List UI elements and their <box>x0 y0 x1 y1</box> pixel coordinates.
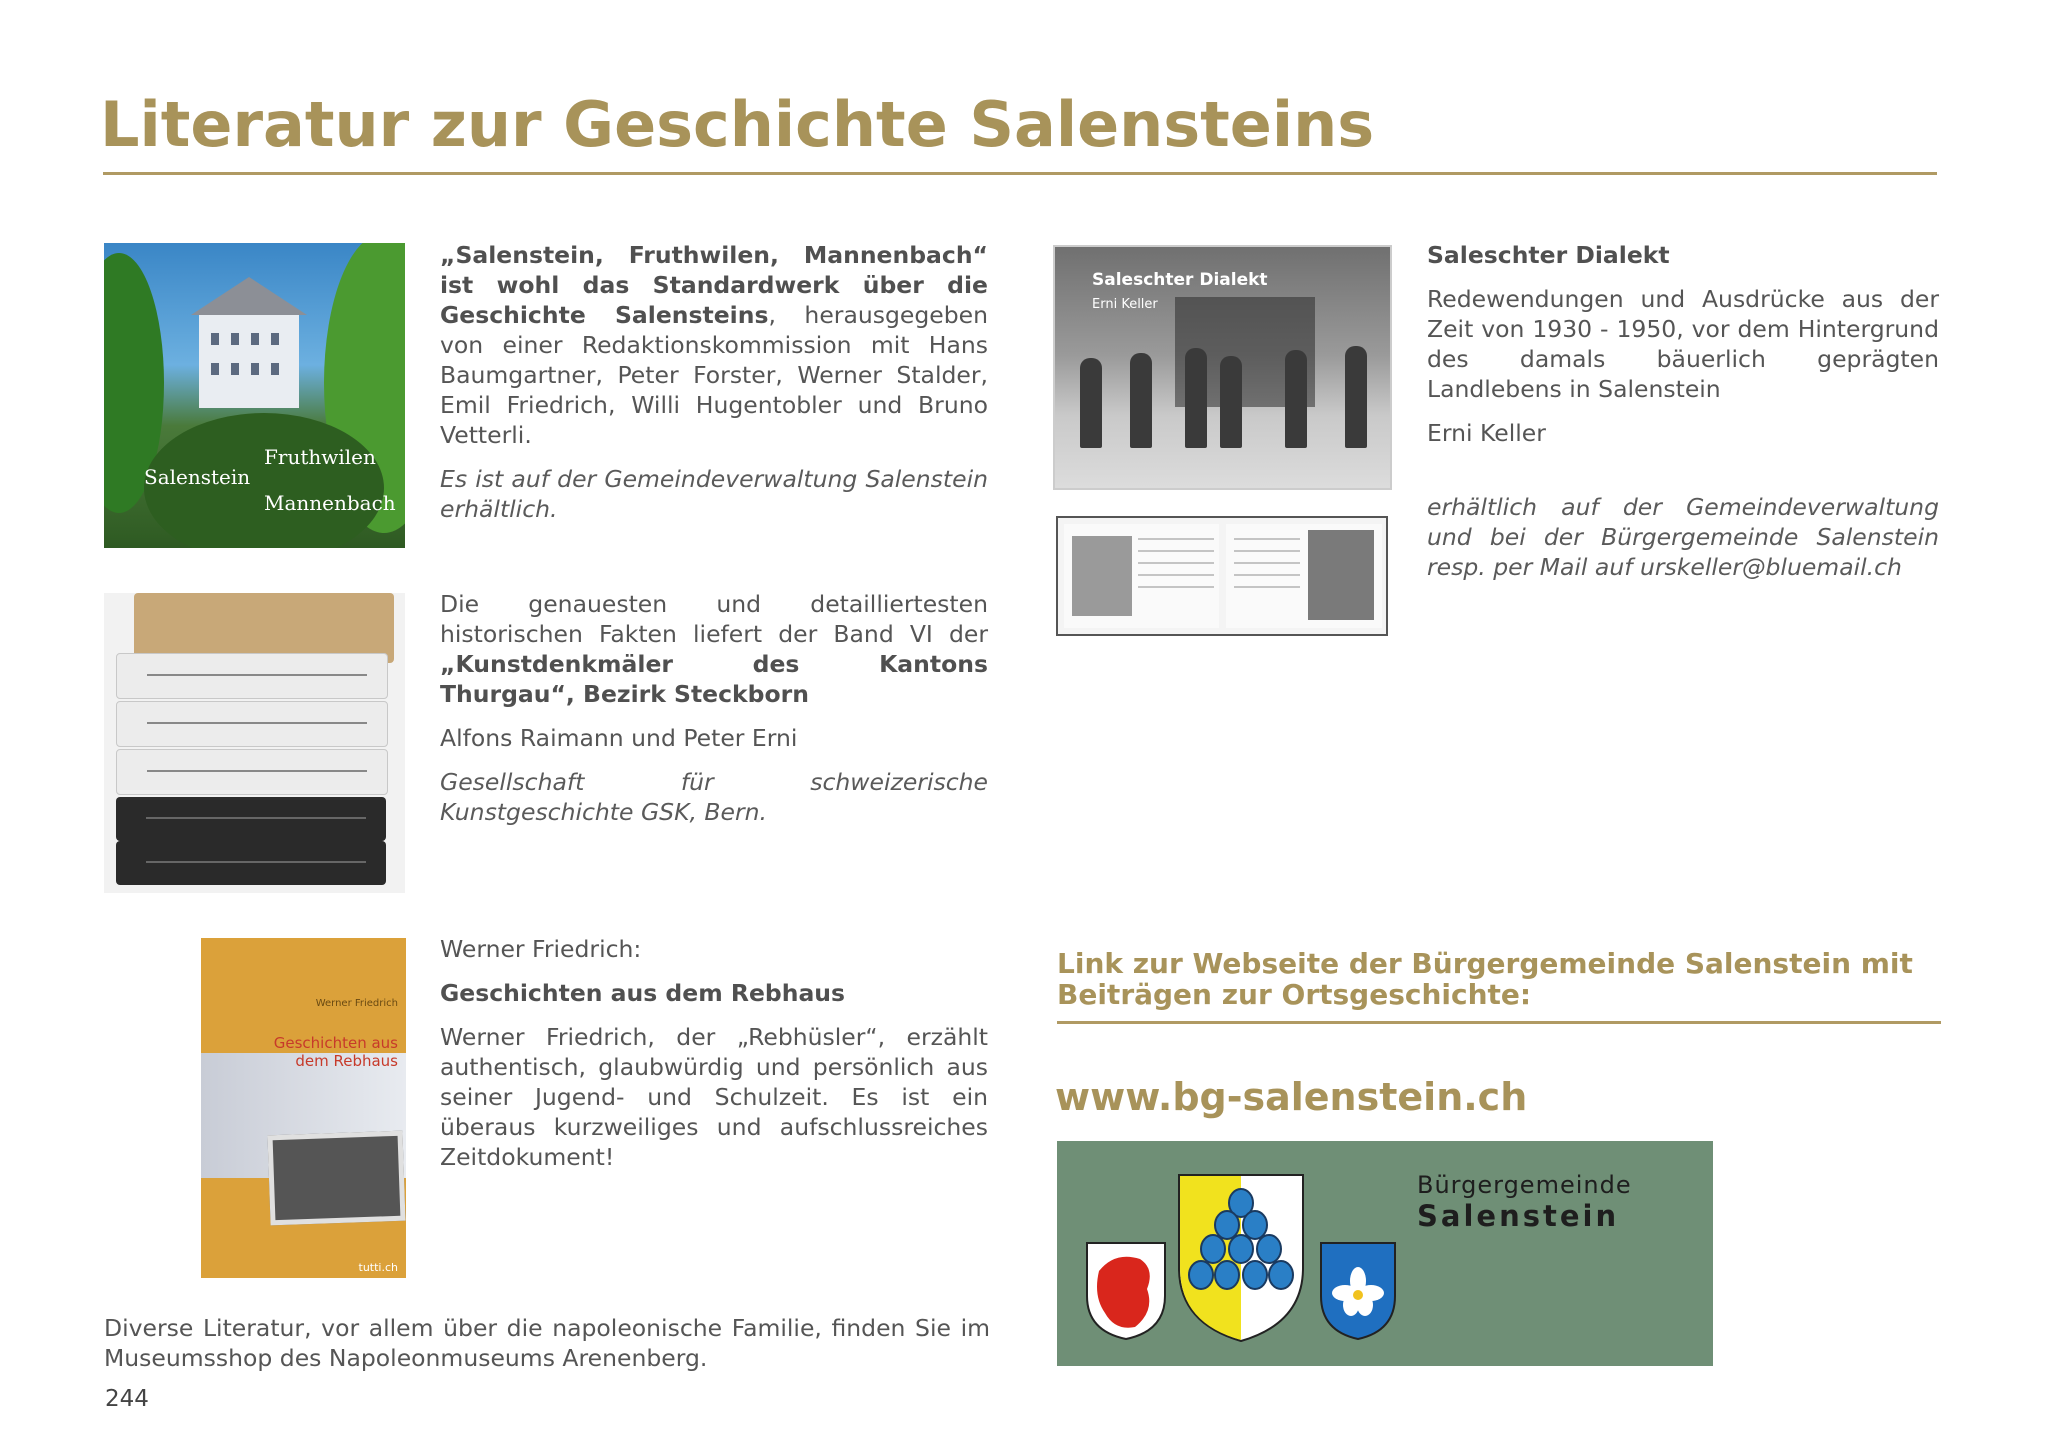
bear-coat-of-arms-icon <box>1085 1241 1167 1341</box>
book-cover-rebhaus <box>201 938 406 1278</box>
cover-text-mannenbach: Mannenbach <box>264 491 396 515</box>
cover-text-salenstein: Salenstein <box>144 465 251 489</box>
website-link[interactable]: www.bg-salenstein.ch <box>1055 1075 1528 1119</box>
book2-publisher: Gesellschaft für schweizerische Kunstgeschichte GSK, Bern. <box>440 768 988 826</box>
footer-note-text: Diverse Literatur, vor allem über die napoleonische Familie, finden Sie im Museumsshop des Napoleonmuseums Arenenberg. <box>104 1314 990 1372</box>
book2-text <box>440 589 988 841</box>
footer-note <box>104 1313 990 1387</box>
dialekt-cover-title: Saleschter Dialekt <box>1092 270 1268 290</box>
book3-text <box>440 934 988 1186</box>
cover3-inset-photo <box>267 1131 405 1226</box>
book3-description: Werner Friedrich, der „Rebhüsler“, erzählt authentisch, glaubwürdig und persönlich aus seiner Jugend- und Schulzeit. Es ist ein überaus kurzweiliges und aufschlussreiches Zeitdokument! <box>440 1023 988 1171</box>
cover3-title-1: Geschichten aus <box>273 1034 398 1052</box>
castle-illustration <box>199 313 299 408</box>
book1-description: , herausgegeben von einer Redaktionskommission mit Hans Baumgartner, Peter Forster, Werner Stalder, Emil Friedrich, Willi Hugentobler und Bruno Vetterli. <box>440 301 988 449</box>
dialekt-open-book <box>1056 516 1388 636</box>
dialekt-cover-author: Erni Keller <box>1092 297 1158 312</box>
dialekt-availability: erhältlich auf der Gemeindeverwaltung und bei der Bürgergemeinde Salenstein resp. per Mail auf urskeller@bluemail.ch <box>1427 493 1939 581</box>
banner-text-line2: Salenstein <box>1417 1199 1620 1233</box>
dialekt-description: Redewendungen und Ausdrücke aus der Zeit von 1930 - 1950, vor dem Hintergrund des damals bäuerlich geprägten Landlebens in Salenstein <box>1427 285 1939 403</box>
cover-text-fruthwilen: Fruthwilen <box>264 445 376 469</box>
book2-authors: Alfons Raimann und Peter Erni <box>440 724 798 752</box>
book-cover-salenstein <box>104 243 405 548</box>
page-title: Literatur zur Geschichte Salensteins <box>100 88 1375 161</box>
buergergemeinde-banner[interactable] <box>1057 1141 1713 1366</box>
pinecone-coat-of-arms-icon <box>1177 1173 1305 1343</box>
dialekt-author: Erni Keller <box>1427 419 1546 447</box>
page-number: 244 <box>105 1386 149 1412</box>
cover3-title-2: dem Rebhaus <box>295 1052 398 1070</box>
cover3-brand: tutti.ch <box>358 1261 398 1274</box>
book1-title: „Salenstein, Fruthwilen, Mannenbach“ ist wohl das Standardwerk über die Geschichte Salensteins <box>440 241 988 329</box>
book1-availability: Es ist auf der Gemeindeverwaltung Salenstein erhältlich. <box>440 465 988 523</box>
link-divider <box>1057 1021 1941 1024</box>
dialekt-text <box>1427 240 1939 596</box>
book-stack-kunstdenkmaeler <box>104 593 405 893</box>
book3-title: Geschichten aus dem Rebhaus <box>440 979 846 1007</box>
book2-intro: Die genauesten und detailliertesten historischen Fakten liefert der Band VI der <box>440 590 988 648</box>
dialekt-title: Saleschter Dialekt <box>1427 241 1670 269</box>
book1-text <box>440 240 988 538</box>
flower-coat-of-arms-icon <box>1319 1241 1397 1341</box>
link-heading: Link zur Webseite der Bürgergemeinde Salenstein mit Beiträgen zur Ortsgeschichte: <box>1057 947 1913 1011</box>
title-divider <box>103 172 1937 175</box>
dialekt-cover-photo <box>1053 245 1392 490</box>
banner-text-line1: Bürgergemeinde <box>1417 1171 1632 1199</box>
book3-author: Werner Friedrich: <box>440 935 642 963</box>
book2-title: „Kunstdenkmäler des Kantons Thurgau“, Bezirk Steckborn <box>440 650 988 708</box>
cover3-author: Werner Friedrich <box>315 998 398 1009</box>
